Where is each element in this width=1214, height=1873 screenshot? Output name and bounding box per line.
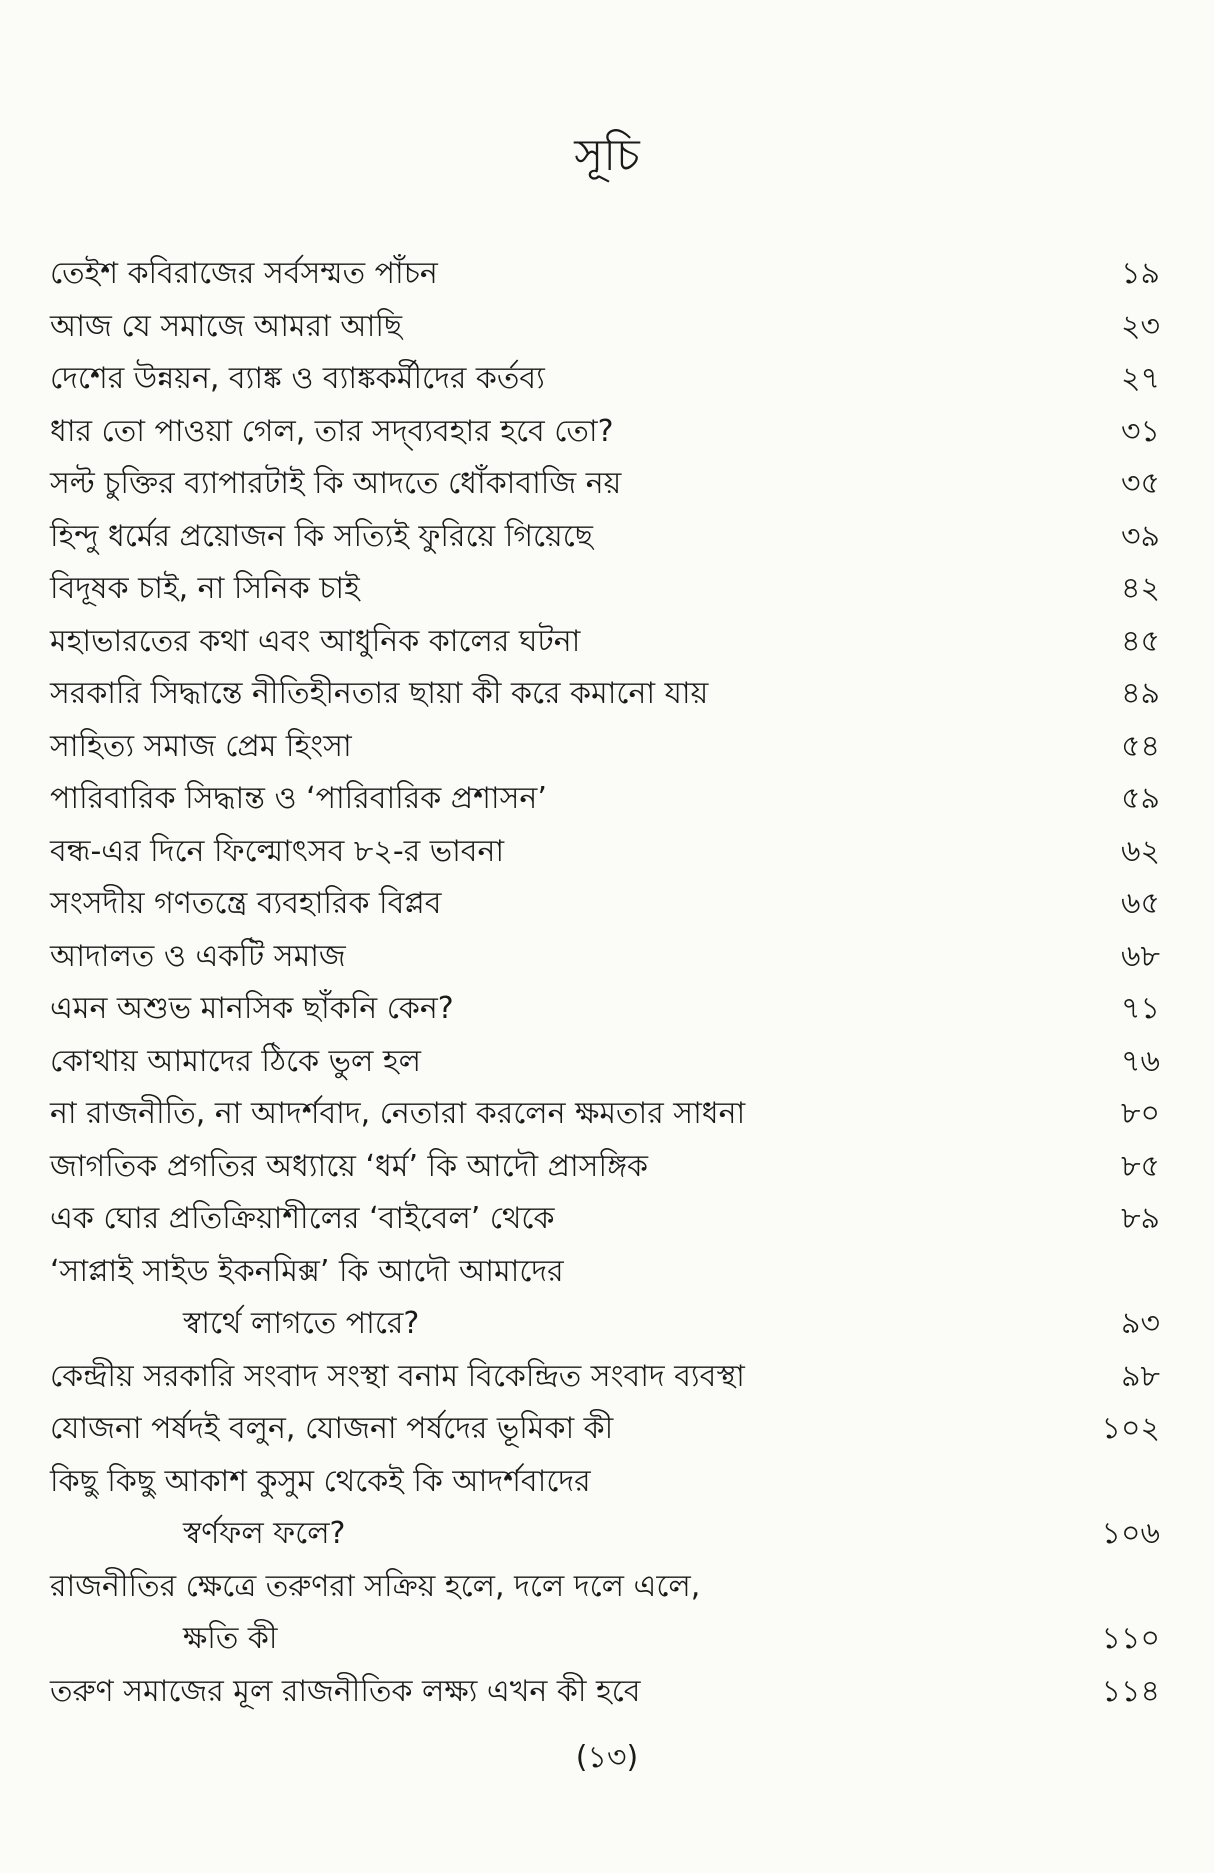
- toc-entry-title-line: দেশের উন্নয়ন, ব্যাঙ্ক ও ব্যাঙ্ককর্মীদের কর্তব্য: [50, 361, 545, 396]
- toc-entry-title-line: মহাভারতের কথা এবং আধুনিক কালের ঘটনা: [50, 623, 581, 659]
- toc-entry-title-line: হিন্দু ধর্মের প্রয়োজন কি সত্যিই ফুরিয়ে গিয়েছে: [50, 518, 593, 554]
- toc-entry-title-line: ধার তো পাওয়া গেল, তার সদ্‌ব্যবহার হবে তো?: [50, 413, 614, 449]
- toc-entry: [50, 878, 1160, 931]
- toc-entry: [50, 511, 1160, 564]
- toc-entry-title: [50, 1561, 1040, 1666]
- toc-entry: [50, 1456, 1160, 1561]
- toc-entry-title-line: তেইশ কবিরাজের সর্বসম্মত পাঁচন: [50, 256, 438, 291]
- toc-entry-title: [50, 1193, 1040, 1246]
- toc-entry-title: [50, 458, 1040, 511]
- toc-entry-title-line: কোথায় আমাদের ঠিকে ভুল হল: [50, 1043, 421, 1079]
- toc-entry-page-number: ৪২: [1121, 571, 1160, 606]
- toc-entry: [50, 773, 1160, 826]
- toc-entry-title-line: এক ঘোর প্রতিক্রিয়াশীলের ‘বাইবেল’ থেকে: [50, 1201, 555, 1236]
- toc-entry-title-line: সাহিত্য সমাজ প্রেম হিংসা: [50, 728, 352, 764]
- toc-entry-title: [50, 1351, 1040, 1404]
- toc-entry-title: [50, 353, 1040, 406]
- toc-entry-page-number: ৭১: [1121, 991, 1160, 1026]
- toc-entry-title-line: সল্ট চুক্তির ব্যাপারটাই কি আদতে ধোঁকাবাজি নয়: [50, 466, 622, 501]
- toc-entry: [50, 721, 1160, 774]
- toc-entry-title: [50, 668, 1040, 721]
- table-of-contents: [50, 248, 1160, 1718]
- toc-entry-page-number: ৪৯: [1121, 676, 1160, 711]
- toc-entry-title: [50, 983, 1040, 1036]
- toc-entry-page-number: ১১৪: [1101, 1673, 1160, 1709]
- toc-entry-title-line: বিদূষক চাই, না সিনিক চাই: [50, 571, 360, 606]
- toc-entry-title: [50, 1141, 1040, 1194]
- toc-entry-page-number: ৯৮: [1121, 1358, 1160, 1394]
- toc-entry-title-continuation: স্বার্থে লাগতে পারে?: [183, 1306, 420, 1341]
- toc-entry: [50, 616, 1160, 669]
- toc-entry-title-line: তরুণ সমাজের মূল রাজনীতিক লক্ষ্য এখন কী হবে: [50, 1673, 641, 1709]
- toc-entry-title-line: সংসদীয় গণতন্ত্রে ব্যবহারিক বিপ্লব: [50, 886, 442, 921]
- toc-entry-title: [50, 773, 1040, 826]
- toc-entry-title: [50, 406, 1040, 459]
- toc-entry-page-number: ৬৮: [1121, 938, 1160, 974]
- toc-entry-page-number: ৪৫: [1121, 623, 1160, 659]
- toc-entry-title: [50, 1666, 1040, 1719]
- toc-entry-title: [50, 616, 1040, 669]
- toc-entry-page-number: ৭৬: [1120, 1043, 1160, 1079]
- toc-entry-page-number: ১৯: [1121, 256, 1160, 291]
- toc-entry-title-line: ‘সাপ্লাই সাইড ইকনমিক্স’ কি আদৌ আমাদের: [50, 1253, 564, 1289]
- toc-entry-title-line: বন্ধ-এর দিনে ফিল্মোৎসব ৮২-র ভাবনা: [50, 833, 505, 869]
- toc-entry-page-number: ৫৯: [1121, 781, 1160, 816]
- toc-entry-title: [50, 301, 1040, 354]
- toc-entry-title-continuation: ক্ষতি কী: [183, 1621, 278, 1656]
- toc-entry-title-line: কেন্দ্রীয় সরকারি সংবাদ সংস্থা বনাম বিকেন্দ্রিত সংবাদ ব্যবস্থা: [50, 1358, 745, 1394]
- toc-entry-page-number: ১১০: [1101, 1621, 1160, 1656]
- toc-entry: [50, 406, 1160, 459]
- toc-entry-page-number: ২৭: [1120, 361, 1160, 396]
- toc-entry-title-line: না রাজনীতি, না আদর্শবাদ, নেতারা করলেন ক্ষমতার সাধনা: [50, 1096, 746, 1131]
- toc-entry: [50, 826, 1160, 879]
- toc-entry-title: [50, 931, 1040, 984]
- toc-entry-page-number: ৯৩: [1121, 1306, 1160, 1341]
- toc-entry-title-line: পারিবারিক সিদ্ধান্ত ও ‘পারিবারিক প্রশাসন’: [50, 781, 547, 816]
- toc-entry: [50, 1403, 1160, 1456]
- toc-entry-title-line: আদালত ও একটি সমাজ: [50, 938, 346, 974]
- toc-entry-page-number: ৩৫: [1121, 466, 1160, 501]
- toc-entry-title: [50, 826, 1040, 879]
- toc-entry-title: [50, 248, 1040, 301]
- toc-entry-page-number: ৫৪: [1121, 728, 1160, 764]
- toc-entry-page-number: ৮৯: [1121, 1201, 1160, 1236]
- toc-entry-title-line: এমন অশুভ মানসিক ছাঁকনি কেন?: [50, 991, 454, 1026]
- toc-entry-title: [50, 1246, 1040, 1351]
- toc-entry: [50, 1666, 1160, 1719]
- toc-entry: [50, 1246, 1160, 1351]
- toc-entry-page-number: ৬৫: [1121, 886, 1160, 921]
- toc-entry-page-number: ২৩: [1120, 308, 1160, 344]
- toc-entry-title-line: যোজনা পর্ষদই বলুন, যোজনা পর্ষদের ভূমিকা কী: [50, 1411, 614, 1446]
- toc-entry-page-number: ৮০: [1121, 1096, 1160, 1131]
- toc-entry-page-number: ১০২: [1101, 1411, 1160, 1446]
- toc-entry-title: [50, 511, 1040, 564]
- toc-entry: [50, 1351, 1160, 1404]
- toc-entry: [50, 1141, 1160, 1194]
- toc-entry-title-line: সরকারি সিদ্ধান্তে নীতিহীনতার ছায়া কী করে কমানো যায়: [50, 676, 709, 711]
- page-footer-number: (১৩): [575, 1740, 639, 1775]
- toc-entry-title-line: কিছু কিছু আকাশ কুসুম থেকেই কি আদর্শবাদের: [50, 1463, 591, 1499]
- toc-entry-page-number: ৩৯: [1121, 518, 1160, 554]
- toc-entry: [50, 301, 1160, 354]
- toc-entry-title: [50, 878, 1040, 931]
- toc-entry-page-number: ৮৫: [1121, 1148, 1160, 1184]
- toc-entry-title: [50, 721, 1040, 774]
- toc-entry-title-continuation: স্বর্ণফল ফলে?: [183, 1516, 346, 1551]
- toc-entry-title-line: রাজনীতির ক্ষেত্রে তরুণরা সক্রিয় হলে, দলে দলে এলে,: [50, 1568, 701, 1604]
- toc-entry: [50, 248, 1160, 301]
- toc-entry: [50, 931, 1160, 984]
- toc-entry-title-line: আজ যে সমাজে আমরা আছি: [50, 308, 403, 344]
- toc-entry: [50, 1193, 1160, 1246]
- toc-entry-title: [50, 1456, 1040, 1561]
- toc-entry: [50, 668, 1160, 721]
- toc-entry-title: [50, 1403, 1040, 1456]
- toc-entry-title: [50, 563, 1040, 616]
- toc-entry-page-number: ১০৬: [1101, 1516, 1160, 1551]
- toc-entry: [50, 353, 1160, 406]
- toc-entry: [50, 1088, 1160, 1141]
- toc-entry: [50, 1036, 1160, 1089]
- toc-entry: [50, 563, 1160, 616]
- toc-entry-title-line: জাগতিক প্রগতির অধ্যায়ে ‘ধর্ম’ কি আদৌ প্রাসঙ্গিক: [50, 1148, 648, 1184]
- toc-entry-title: [50, 1036, 1040, 1089]
- page-title: সূচি: [574, 130, 640, 181]
- toc-entry-page-number: ৬২: [1120, 833, 1160, 869]
- toc-entry: [50, 1561, 1160, 1666]
- toc-entry-title: [50, 1088, 1040, 1141]
- toc-entry: [50, 458, 1160, 511]
- toc-entry: [50, 983, 1160, 1036]
- toc-entry-page-number: ৩১: [1121, 413, 1160, 449]
